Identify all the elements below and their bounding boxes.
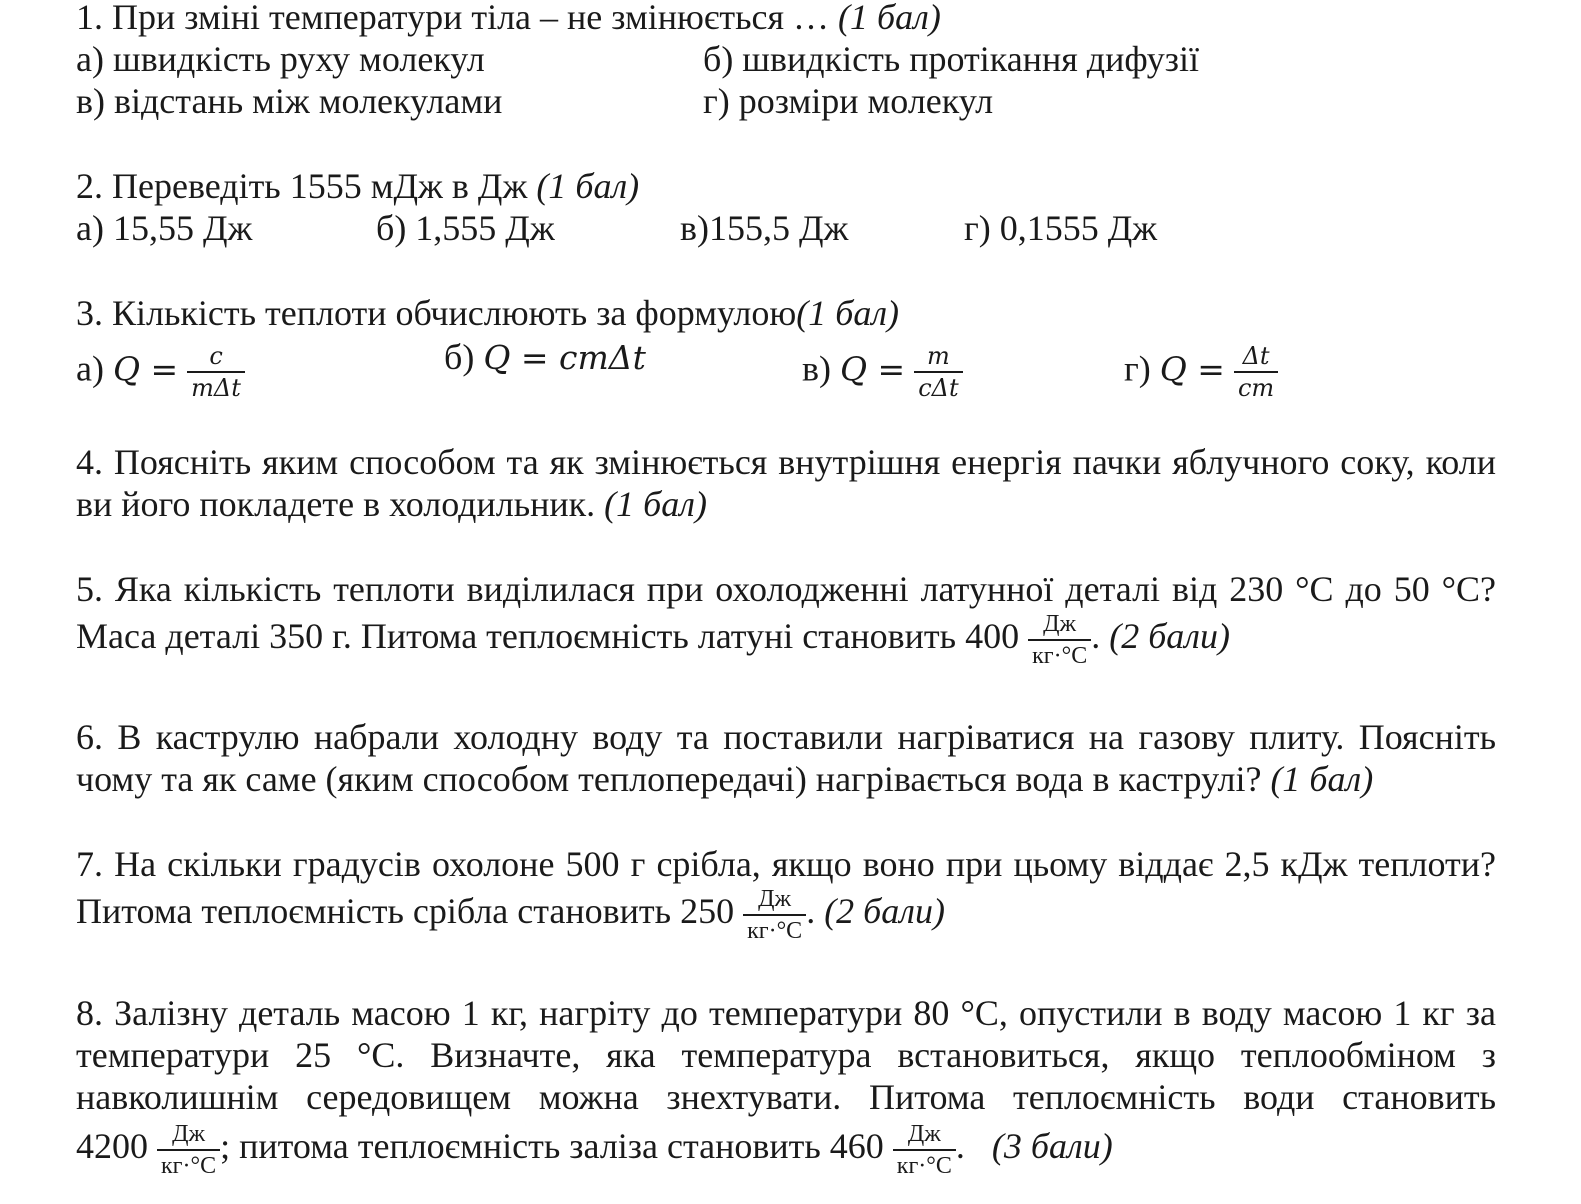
formula-fraction: $\frac{m}{\text{cΔt}}$ <box>914 344 962 400</box>
question-1-option-d: г) розміри молекул <box>703 81 994 121</box>
question-7-line-2: Питома теплоємність срібла становить 250 <box>76 891 735 931</box>
question-1 <box>76 0 1496 122</box>
question-4-line-2: ви його покладете в холодильник. <box>76 484 596 524</box>
question-1-option-a: а) швидкість руху молекул <box>76 39 485 79</box>
question-7: 7. На скільки градусів охолоне 500 г срібла, якщо воно при цьому віддає 2,5 кДж теплоти? Питома теплоємність срібла становить 250 $\frac{Дж}{кг\cdot^\circ С}$ . (2 бали) <box>76 844 1496 944</box>
question-8-line-2: температури 25 °С. Визначте, яка температура встановиться, якщо теплообміном з <box>76 1035 1496 1075</box>
question-7-points: (2 бали) <box>824 891 945 931</box>
question-7-line-1: 7. На скільки градусів охолоне 500 г срібла, якщо воно при цьому віддає 2,5 кДж теплоти? <box>76 844 1496 884</box>
question-5: 5. Яка кількість теплоти виділилася при охолодженні латунної деталі від 230 °С до 50 °С? Маса деталі 350 г. Питома теплоємність латуні становить 400 $\frac{Дж}{кг\cdot^\circ С}$ . (2 бали) <box>76 569 1496 669</box>
formula-fraction: $\frac{c}{\text{mΔt}}$ <box>187 344 245 400</box>
question-4-points: (1 бал) <box>604 484 707 524</box>
question-3-option-c: в) Q = $\frac{m}{\text{cΔt}}$ <box>802 344 963 400</box>
question-3-option-d: г) Q = $\frac{\Delta t}{cm}$ <box>1124 344 1278 400</box>
question-8-line-1: 8. Залізну деталь масою 1 кг, нагріту до температури 80 °С, опустили в воду масою 1 кг за <box>76 993 1496 1033</box>
question-1-text: 1. При зміні температури тіла – не змінюється … <box>76 0 830 37</box>
question-8-line-4-start: 4200 <box>76 1126 148 1166</box>
question-6 <box>76 716 1496 800</box>
question-2-option-b: б) 1,555 Дж <box>376 208 555 248</box>
unit-fraction: $\frac{Дж}{кг\cdot^\circ С}$ <box>893 1122 956 1178</box>
unit-fraction: $\frac{Дж}{кг\cdot^\circ С}$ <box>743 887 806 943</box>
unit-fraction: $\frac{Дж}{кг\cdot^\circ С}$ <box>1028 612 1091 668</box>
question-5-line-1: 5. Яка кількість теплоти виділилася при охолодженні латунної деталі від 230 °С до 50 °С? <box>76 569 1496 609</box>
question-8-line-3: навколишнім середовищем можна знехтувати. Питома теплоємність води становить <box>76 1077 1496 1117</box>
question-4-line-1: 4. Поясніть яким способом та як змінюється внутрішня енергія пачки яблучного соку, коли <box>76 442 1496 482</box>
question-3-text: 3. Кількість теплоти обчислюють за формулою <box>76 293 797 333</box>
question-3 <box>76 292 1496 404</box>
question-8: 8. Залізну деталь масою 1 кг, нагріту до температури 80 °С, опустили в воду масою 1 кг за температури 25 °С. Визначте, яка температура встановиться, якщо теплообміном з навколишнім середовищем можна знехтувати. Питома теплоємність води становить 4200 $\frac{Дж}{кг\cdot^\circ С}$ ; питома теплоємність заліза становить 460 $\frac{Дж}{кг\cdot^\circ С}$ . (3 бали) <box>76 993 1496 1179</box>
question-1-points: (1 бал) <box>838 0 941 37</box>
question-6-line-1: 6. В каструлю набрали холодну воду та поставили нагріватися на газову плиту. Поясніть <box>76 717 1496 757</box>
question-1-option-b: б) швидкість протікання дифузії <box>703 39 1200 79</box>
question-2 <box>76 165 1496 249</box>
formula-fraction: $\frac{\Delta t}{cm}$ <box>1234 344 1278 400</box>
unit-fraction: $\frac{Дж}{кг\cdot^\circ С}$ <box>157 1122 220 1178</box>
question-8-line-4-middle: ; питома теплоємність заліза становить 460 <box>220 1126 884 1166</box>
question-3-option-b: б) Q = cmΔt <box>444 337 646 377</box>
question-4 <box>76 441 1496 525</box>
question-2-option-c: в)155,5 Дж <box>680 208 849 248</box>
question-8-points: (3 бали) <box>991 1126 1113 1166</box>
question-2-points: (1 бал) <box>536 166 640 206</box>
question-5-line-2: Маса деталі 350 г. Питома теплоємність латуні становить 400 <box>76 616 1020 656</box>
question-2-option-d: г) 0,1555 Дж <box>964 208 1158 248</box>
question-1-option-c: в) відстань між молекулами <box>76 81 503 121</box>
question-3-points: (1 бал) <box>796 293 900 333</box>
question-5-points: (2 бали) <box>1109 616 1230 656</box>
question-2-option-a: а) 15,55 Дж <box>76 208 253 248</box>
question-3-option-a: а) Q = $\frac{c}{\text{mΔt}}$ <box>76 344 245 400</box>
question-6-points: (1 бал) <box>1270 759 1374 799</box>
question-6-line-2: чому та як саме (яким способом теплопередачі) нагрівається вода в каструлі? <box>76 759 1262 799</box>
question-2-text: 2. Переведіть 1555 мДж в Дж <box>76 166 528 206</box>
